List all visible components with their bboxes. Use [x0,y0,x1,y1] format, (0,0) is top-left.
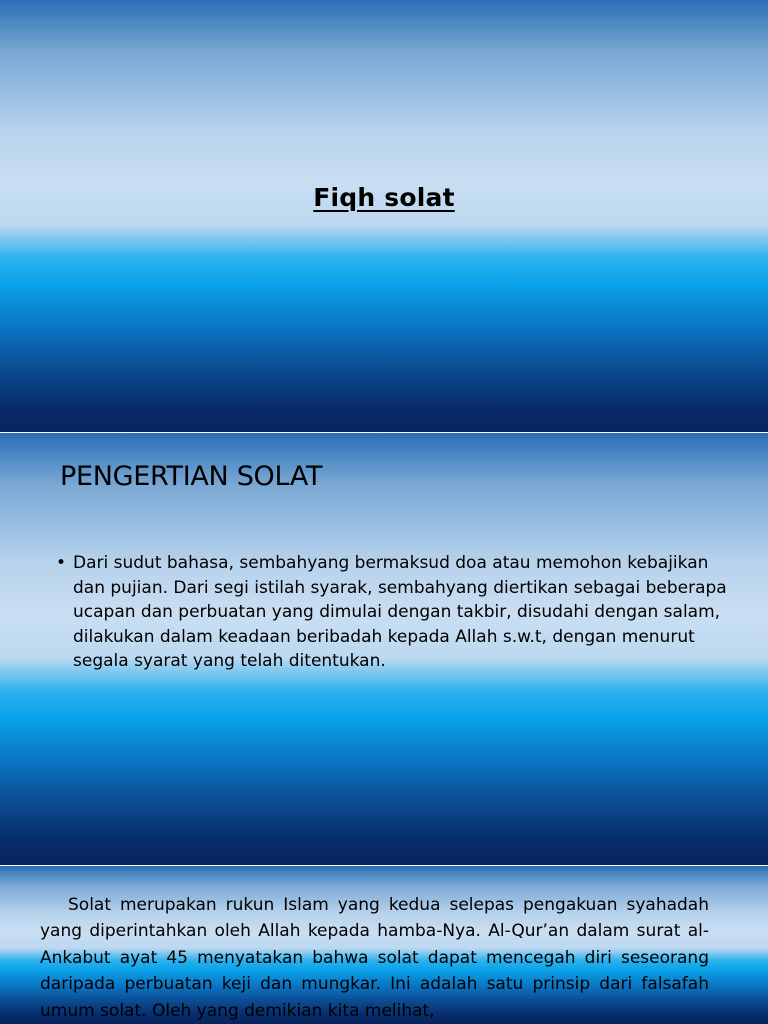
bullet-item [56,551,745,674]
slide-1 [0,0,768,432]
slide-paragraph: Solat merupakan rukun Islam yang kedua selepas pengakuan syahadah yang diperintahkan oleh Allah kepada hamba-Nya. Al-Qur’an dalam surat al-Ankabut ayat 45 menyatakan bahwa solat dapat mencegah diri seseorang daripada perbuatan keji dan mungkar. Ini adalah satu prinsip dari falsafah umum solat. Oleh yang demikian kita melihat, [40,895,709,1021]
slide-title: Fiqh solat [313,183,455,212]
slide-heading: PENGERTIAN SOLAT [60,461,323,492]
bullet-text: Dari sudut bahasa, sembahyang bermaksud doa atau memohon kebajikan dan pujian. Dari segi istilah syarak, sembahyang diertikan sebagai beberapa ucapan dan perbuatan yang dimulai dengan takbir, disudahi dengan salam, dilakukan dalam keadaan beribadah kepada Allah s.w.t, dengan menurut segala syarat yang telah ditentukan. [73,553,727,672]
slide-3 [0,866,768,1024]
slide-2 [0,433,768,865]
bullet-dot-icon: • [56,553,67,573]
